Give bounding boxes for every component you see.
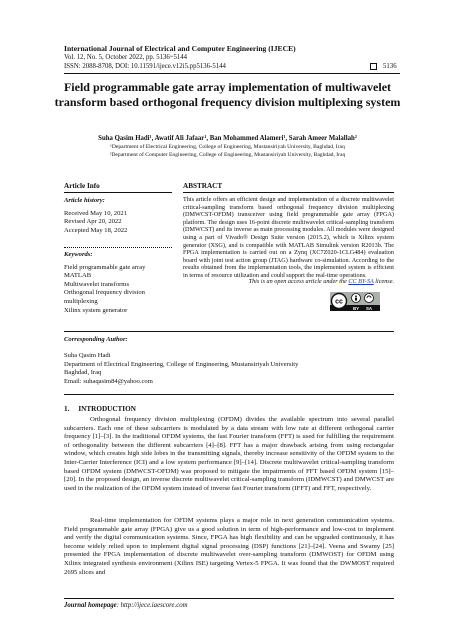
page-number-box xyxy=(370,63,397,70)
corresponding-block xyxy=(64,352,394,386)
corresponding-dept: Department of Electrical Engineering, College of Engineering, Mustansiriyah University xyxy=(64,360,299,368)
info-bottom-rule xyxy=(64,331,394,332)
abstract-text: This article offers an efficient design and implementation of a discrete multiwavelet critical-sampling transform based orthogonal frequency division multiplexing (DMWCST-OFDM) transceiver using field programmable gate array (FPGA) platform. The design uses 16-point discrete multiwavelet critical-sampling transform (DMWCST) and its inverse as main processing modules. All modules were designed using a part of Vivado® Design Suite version (2015.2), which is Xilinx system generator (XSG), and is compatible with MATLAB Simulink version R2013b. The FPGA implementation is carried out on a Zynq (XC7Z020-1CLG484) evaluation board with joint test action group (JTAG) hardware co-simulation. According to the results obtained from the implementation tools, the implemented system is efficient in terms of resource utilization and could support the real-time operations. xyxy=(183,196,394,279)
intro-paragraph-2: Real-time implementation for OFDM systems plays a major role in next generation communication systems. Field programmable gate array (FPGA) give us a good solution in term of high-performance and low-cost to implement and verify the digital communication systems. Since, FPGA has high flexibility and can be upgraded continuously, it has become widely relied upon to implement digital signal processing (DSP) functions [21]–[24]. Veena and Swamy [25] presented the FPGA implementation of discrete multiwavelet over-sampling transform (DMWOST) for OFDM using Xilinx integrated synthesis environment (Xilinx ISE) targeting Vertex-5 FPGA. It was found that the DWMOST required 2695 slices and xyxy=(64,517,394,576)
journal-name: International Journal of Electrical and Computer Engineering (IJECE) xyxy=(64,44,296,53)
history-revised: Revised Apr 20, 2022 xyxy=(64,218,122,226)
corresponding-rule xyxy=(64,394,394,395)
license-suffix: license. xyxy=(373,278,394,285)
affiliation-2: ²Department of Computer Engineering, College of Engineering, Mustansiriyah University, Baghdad, Iraq xyxy=(109,151,346,158)
volume-info: Vol. 12, No. 5, October 2022, pp. 5136~5144 xyxy=(64,54,188,61)
journal-homepage xyxy=(64,602,188,609)
license-statement xyxy=(183,278,394,285)
article-history-label: Article history: xyxy=(64,197,105,204)
abstract-heading: ABSTRACT xyxy=(183,182,223,190)
history-received: Received May 10, 2021 xyxy=(64,209,127,217)
affiliation-1: ¹Department of Electrical Engineering, College of Engineering, Mustansiriyah University, Baghdad, Iraq xyxy=(110,144,345,150)
cc-label: cc xyxy=(335,298,343,306)
intro-paragraph-1: Orthogonal frequency division multiplexing (OFDM) divides the available spectrum into several parallel subcarriers. Each one of these subcarriers is modulated by a data stream with low rate at different orthogonal carrier frequency [1]–[3]. In the traditional OFDM systems, the fast Fourier transform (FFT) is used for fulfilling the requirement of orthogonality between the different subcarriers [4]–[8]. FFT has a major drawback arising from using rectangular window, which creates high side lobes in the transmitting signals, thereby increase sensitivity of the OFDM system to the Inter-Carrier Interference (ICI) and a low system performance [9]–[14]. Discrete multiwavelet critical-sampling transform based OFDM system (DMWCST-OFDM) was proposed to mitigate the impairments of FFT based OFDM system [15]–[20]. In the proposed design, an inverse discrete multiwavelet critical-sampling transform (IDMWCST) and DMWCST are used in the realization of the OFDM system instead of inverse fast Fourier transform (IFFT) and FFT, respectively. xyxy=(64,416,394,492)
header-rule xyxy=(64,73,400,74)
introduction-heading: 1. INTRODUCTION xyxy=(64,405,136,413)
license-prefix: This is an open access article under the xyxy=(248,278,349,285)
history-accepted: Accepted May 18, 2022 xyxy=(64,226,128,234)
keywords-block xyxy=(64,251,174,315)
keywords-divider xyxy=(64,247,172,248)
keywords-label: Keywords: xyxy=(64,251,93,258)
author-list: Suha Qasim Hadi¹, Awatif Ali Jafaar¹, Ban Mohammed Alameri¹, Sarah Ameer Malallah² xyxy=(98,135,357,142)
article-info-rule xyxy=(64,192,172,193)
corresponding-email: Email: suhaqasim84@yahoo.com xyxy=(64,377,153,385)
corresponding-city: Baghdad, Iraq xyxy=(64,369,102,377)
article-info-heading: Article Info xyxy=(64,182,100,190)
affiliations xyxy=(50,144,405,159)
license-link[interactable]: CC BY-SA xyxy=(348,278,374,285)
corresponding-heading: Corresponding Author: xyxy=(64,336,128,343)
footer-rule xyxy=(64,598,394,599)
homepage-label: Journal homepage xyxy=(64,602,117,609)
page-number: 5136 xyxy=(383,63,397,70)
by-label: BY xyxy=(352,305,360,311)
sa-label: SA xyxy=(365,305,373,311)
keyword: Orthogonal frequency division multiplexing xyxy=(64,289,145,305)
corresponding-name: Suha Qasim Hadi xyxy=(64,352,111,359)
issn-doi: ISSN: 2088-8708, DOI: 10.11591/ijece.v12i5.pp5136-5144 xyxy=(64,63,226,70)
keyword: MATLAB xyxy=(64,272,92,280)
homepage-url[interactable]: : http://ijece.iaescore.com xyxy=(116,602,188,609)
paper-title: Field programmable gate array implementation of multiwavelet transform based orthogonal frequency division multiplexing system xyxy=(54,80,401,109)
keyword: Xilinx system generator xyxy=(64,306,128,314)
cc-by-sa-badge-icon[interactable] xyxy=(330,292,380,311)
article-history xyxy=(64,197,174,235)
square-icon xyxy=(370,63,377,70)
keyword: Field programmable gate array xyxy=(64,263,146,271)
keyword: Multiwavelet transforms xyxy=(64,280,130,288)
abstract-rule xyxy=(183,192,394,193)
